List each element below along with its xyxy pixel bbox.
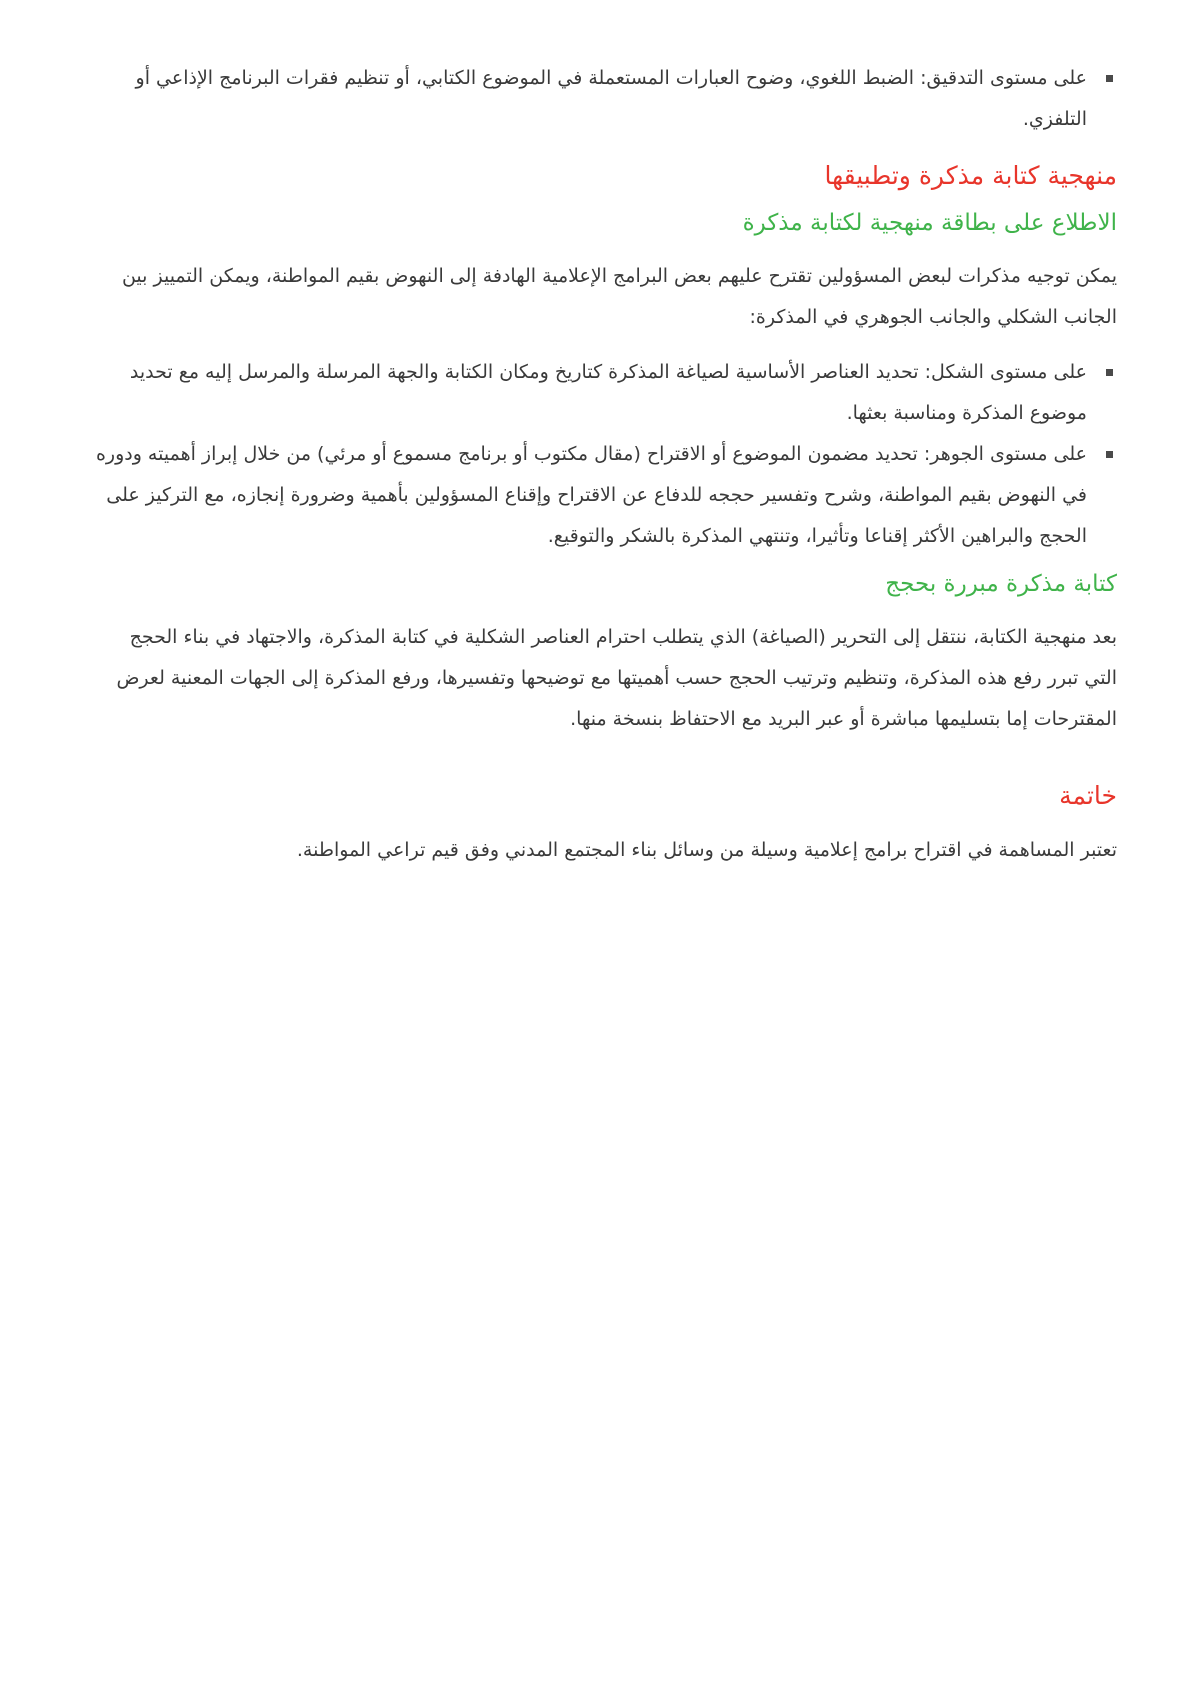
conclusion-paragraph: تعتبر المساهمة في اقتراح برامج إعلامية وسيلة من وسائل بناء المجتمع المدني وفق قيم تراعي المواطنة. <box>296 839 1117 861</box>
bullet-item-substance <box>95 434 1087 557</box>
subsection-title-method-card: الاطلاع على بطاقة منهجية لكتابة مذكرة <box>742 210 1117 236</box>
spacer <box>95 816 1117 830</box>
square-bullet-icon <box>1106 451 1113 458</box>
intro-paragraph: يمكن توجيه مذكرات لبعض المسؤولين تقترح عليهم بعض البرامج الإعلامية الهادفة إلى النهوض بقيم المواطنة، ويمكن التمييز بين الجانب الشكلي والجانب الجوهري في المذكرة: <box>121 265 1117 328</box>
subsection-title-justified-memo: كتابة مذكرة مبررة بحجج <box>885 571 1117 597</box>
form-content-bullet-list <box>95 352 1117 557</box>
square-bullet-icon <box>1106 75 1113 82</box>
section-title-conclusion: خاتمة <box>1059 781 1117 810</box>
square-bullet-icon <box>1106 369 1113 376</box>
bullet-text: على مستوى الجوهر: تحديد مضمون الموضوع أو الاقتراح (مقال مكتوب أو برنامج مسموع أو مرئي) من خلال إبراز أهميته ودوره في النهوض بقيم المواطنة، وشرح وتفسير حججه للدفاع عن الاقتراح وإقناع المسؤولين بأهمية وضرورة إنجازه، مع التركيز على الحجج والبراهين الأكثر إقناعا وتأثيرا، وتنتهي المذكرة بالشكر والتوقيع. <box>95 443 1087 547</box>
bullet-item-form <box>95 352 1087 434</box>
bullet-item-audit <box>95 58 1087 140</box>
audit-bullet-list <box>95 58 1117 140</box>
section-title-memo-method: منهجية كتابة مذكرة وتطبيقها <box>824 161 1117 190</box>
bullet-text: على مستوى الشكل: تحديد العناصر الأساسية لصياغة المذكرة كتاريخ ومكان الكتابة والجهة المرسلة والمرسل إليه مع تحديد موضوع المذكرة ومناسبة بعثها. <box>129 361 1087 424</box>
spacer <box>95 740 1117 776</box>
bullet-text: على مستوى التدقيق: الضبط اللغوي، وضوح العبارات المستعملة في الموضوع الكتابي، أو تنظيم فقرات البرنامج الإذاعي أو التلفزي. <box>135 67 1087 130</box>
writing-paragraph: بعد منهجية الكتابة، ننتقل إلى التحرير (الصياغة) الذي يتطلب احترام العناصر الشكلية في كتابة المذكرة، والاجتهاد في بناء الحجج التي تبرر رفع هذه المذكرة، وتنظيم وترتيب الحجج حسب أهميتها مع توضيحها وتفسيرها، ورفع المذكرة إلى الجهات المعنية لعرض المقترحات إما بتسليمها مباشرة أو عبر البريد مع الاحتفاظ بنسخة منها. <box>116 626 1117 730</box>
